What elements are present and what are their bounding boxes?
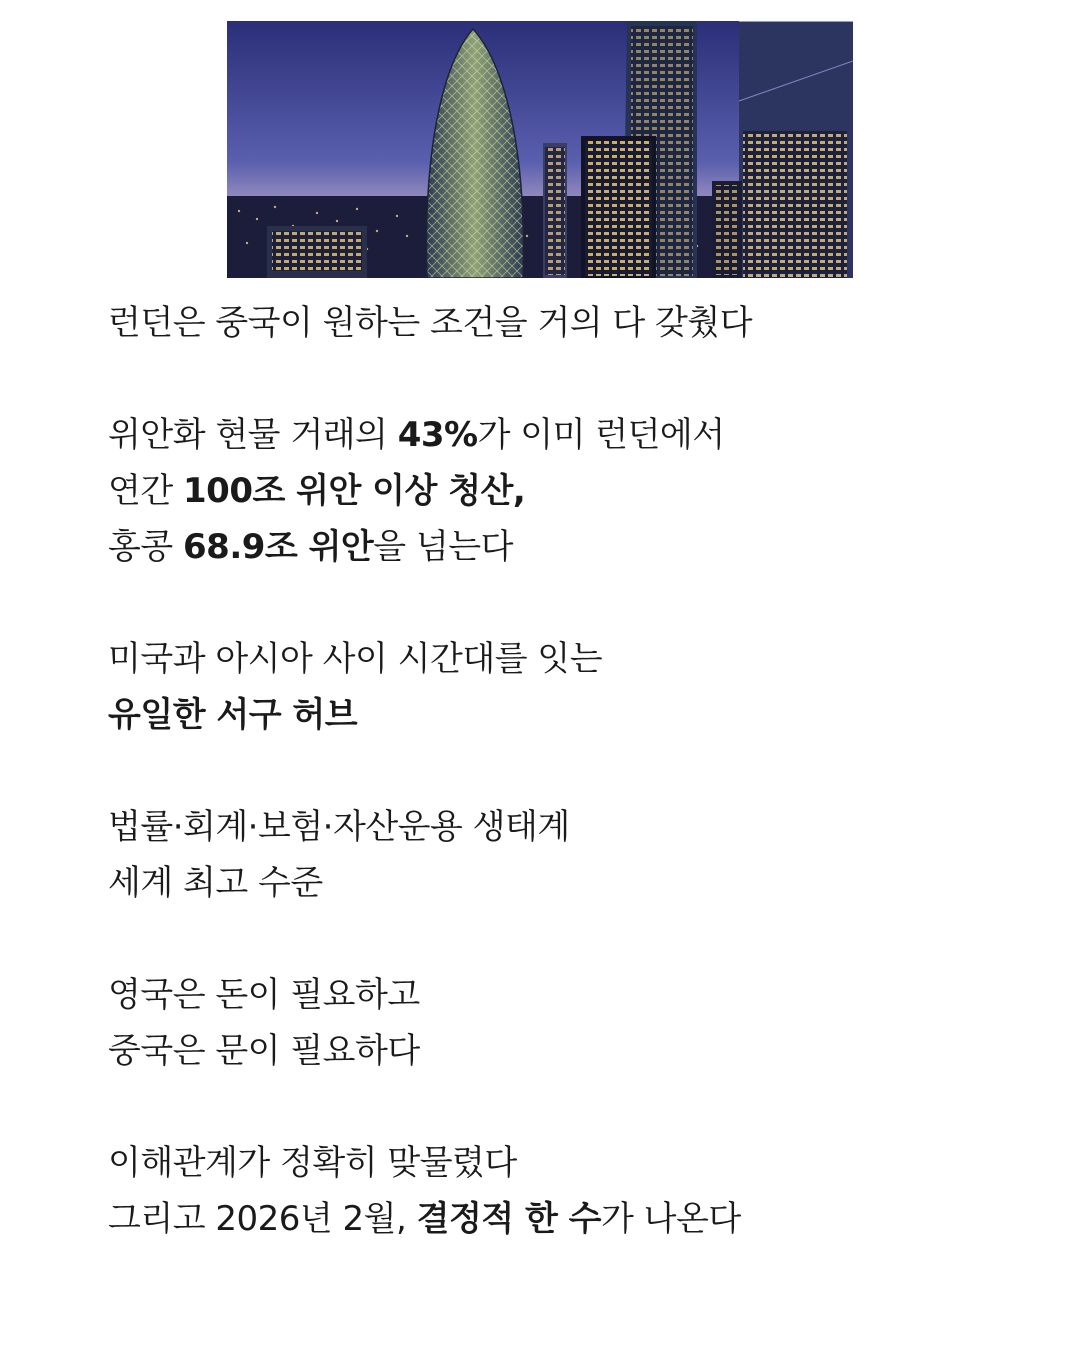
- london-skyline-illustration: [227, 21, 853, 278]
- text-segment: 미국과 아시아 사이 시간대를 잇는: [108, 639, 603, 679]
- bold-text: 100조 위안 이상 청산,: [183, 471, 526, 511]
- text-line: [108, 631, 1008, 687]
- paragraph: [108, 799, 1008, 911]
- text-segment: 그리고 2026년 2월,: [108, 1199, 417, 1239]
- text-segment: 위안화 현물 거래의: [108, 415, 398, 455]
- paragraph-gap: [108, 743, 1008, 799]
- text-segment: 런던은 중국이 원하는 조건을 거의 다 갖췄다: [108, 303, 753, 343]
- text-segment: 영국은 돈이 필요하고: [108, 975, 420, 1015]
- text-line: [108, 295, 1008, 351]
- bold-text: 43%: [397, 415, 478, 455]
- text-segment: 세계 최고 수준: [108, 863, 323, 903]
- paragraph: [108, 295, 1008, 351]
- text-segment: 가 이미 런던에서: [477, 415, 725, 455]
- paragraph-gap: [108, 1079, 1008, 1135]
- text-line: [108, 1135, 1008, 1191]
- text-line: [108, 407, 1008, 463]
- text-segment: 을 넘는다: [373, 527, 513, 567]
- text-line: [108, 519, 1008, 575]
- text-segment: 가 나온다: [601, 1199, 741, 1239]
- text-line: [108, 799, 1008, 855]
- text-line: [108, 855, 1008, 911]
- paragraph-gap: [108, 351, 1008, 407]
- bold-text: 결정적 한 수: [416, 1199, 602, 1239]
- hero-image: [227, 21, 853, 278]
- bold-text: 유일한 서구 허브: [108, 695, 358, 735]
- paragraph: [108, 631, 1008, 743]
- paragraph: [108, 1135, 1008, 1247]
- paragraph-gap: [108, 575, 1008, 631]
- bold-text: 68.9조 위안: [183, 527, 374, 567]
- text-line: [108, 1191, 1008, 1247]
- paragraph-gap: [108, 911, 1008, 967]
- text-segment: 법률·회계·보험·자산운용 생태계: [108, 807, 570, 847]
- text-segment: 이해관계가 정확히 맞물렸다: [108, 1143, 517, 1183]
- text-line: [108, 687, 1008, 743]
- text-line: [108, 967, 1008, 1023]
- text-segment: 연간: [108, 471, 183, 511]
- text-segment: 홍콩: [108, 527, 183, 567]
- text-line: [108, 463, 1008, 519]
- text-segment: 중국은 문이 필요하다: [108, 1031, 420, 1071]
- text-line: [108, 1023, 1008, 1079]
- paragraph: [108, 407, 1008, 575]
- article-body: [108, 295, 1008, 1247]
- paragraph: [108, 967, 1008, 1079]
